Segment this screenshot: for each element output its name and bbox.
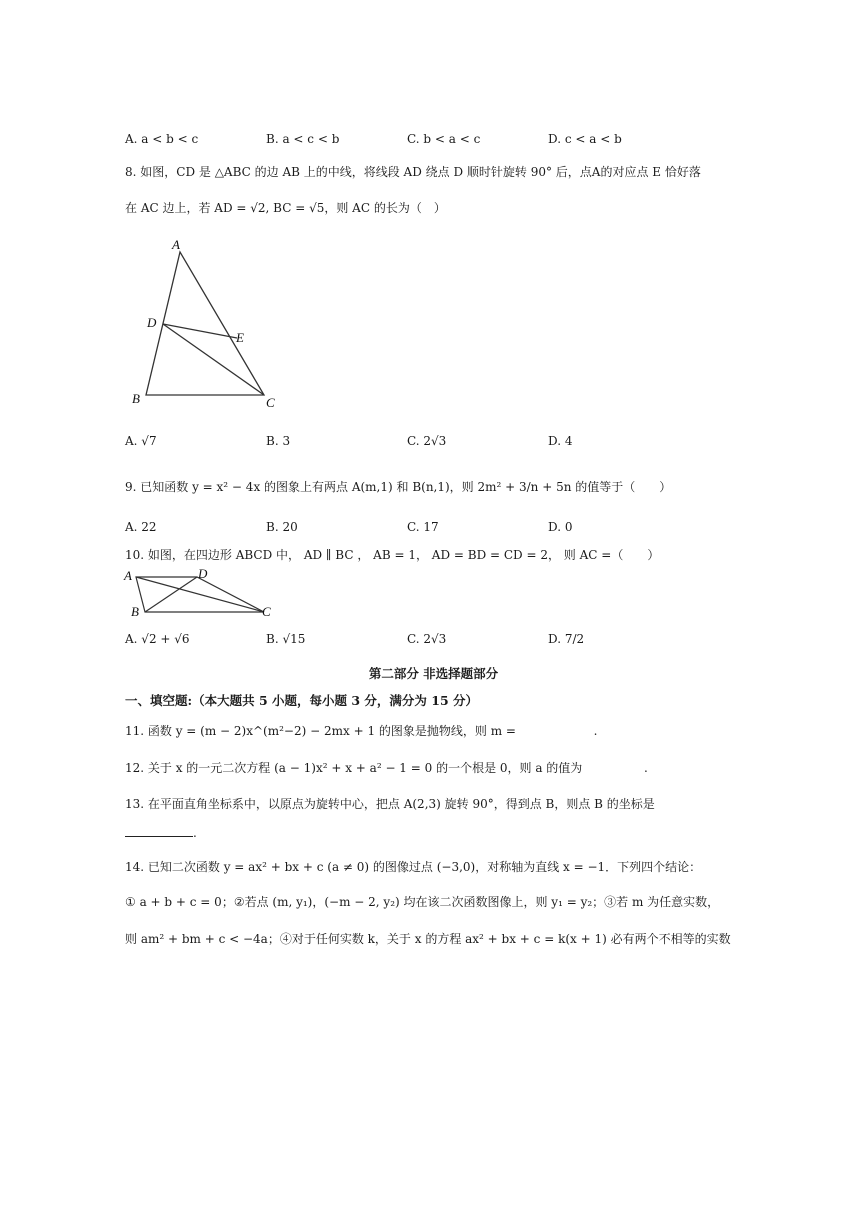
diagonal-bd [145, 577, 197, 612]
q12-stem: 12. 关于 x 的一元二次方程 (a − 1)x² + x + a² − 1 = 0 的一个根是 0，则 a 的值为 [125, 761, 583, 775]
q8-option-b[interactable]: B. 3 [266, 434, 291, 448]
q12-tail: . [643, 761, 648, 775]
q10-option-b[interactable]: B. √15 [266, 632, 306, 646]
q13-answer-line [125, 826, 197, 840]
q10-option-a[interactable]: A. √2 + √6 [125, 632, 190, 646]
q10-option-d[interactable]: D. 7/2 [548, 632, 585, 646]
q8-option-d[interactable]: D. 4 [548, 434, 573, 448]
q13-tail: . [193, 826, 197, 840]
q8-label-a: A [172, 237, 180, 252]
q8-option-c[interactable]: C. 2√3 [407, 434, 447, 448]
q11-stem: 11. 函数 y = (m − 2)x^(m²−2) − 2mx + 1 的图象是抛物线，则 m = [125, 724, 516, 738]
q8-stem-line1: 8. 如图，CD 是 △ABC 的边 AB 上的中线，将线段 AD 绕点 D 顺时针旋转 90° 后，点A的对应点 E 恰好落 [125, 165, 701, 179]
q11-line [125, 722, 597, 739]
q9-option-c[interactable]: C. 17 [407, 520, 439, 534]
q10-label-b: B [131, 604, 139, 619]
q7-option-c[interactable]: C. b < a < c [407, 132, 481, 146]
q13-stem: 13. 在平面直角坐标系中，以原点为旋转中心，把点 A(2,3) 旋转 90°，得到点 B，则点 B 的坐标是 [125, 797, 655, 811]
q10-stem: 10. 如图，在四边形 ABCD 中， AD ∥ BC ， AB = 1， AD = BD = CD = 2， 则 AC =（ ） [125, 548, 660, 562]
q8-option-a[interactable]: A. √7 [125, 434, 157, 448]
q10-option-c[interactable]: C. 2√3 [407, 632, 447, 646]
q10-label-a: A [124, 568, 132, 583]
q8-label-e: E [236, 330, 244, 345]
q11-answer-blank[interactable] [520, 725, 590, 735]
q10-label-d: D [198, 566, 208, 581]
q7-option-a[interactable]: A. a < b < c [125, 132, 199, 146]
q14-stem-line2: ① a + b + c = 0；②若点 (m, y₁)，(−m − 2, y₂) 均在该二次函数图像上，则 y₁ = y₂；③若 m 为任意实数， [125, 895, 720, 909]
q11-tail: . [593, 724, 598, 738]
fill-in-section-heading: 一、填空题:（本大题共 5 小题，每小题 3 分，满分为 15 分） [125, 693, 479, 708]
q10-options [125, 632, 745, 652]
q8-label-d: D [147, 315, 157, 330]
part2-title: 第二部分 非选择题部分 [368, 666, 499, 681]
q14-stem-line3: 则 am² + bm + c < −4a；④对于任何实数 k，关于 x 的方程 ax² + bx + c = k(x + 1) 必有两个不相等的实数 [125, 932, 731, 946]
q13-answer-blank[interactable] [125, 826, 193, 837]
q12-line [125, 759, 648, 776]
q10-label-c: C [262, 604, 271, 619]
q9-stem: 9. 已知函数 y = x² − 4x 的图象上有两点 A(m,1) 和 B(n,1)，则 2m² + 3/n + 5n 的值等于（ ） [125, 480, 672, 494]
q8-label-c: C [266, 395, 275, 410]
q9-option-a[interactable]: A. 22 [125, 520, 157, 534]
diagonal-ac [136, 577, 264, 612]
q7-option-d[interactable]: D. c < a < b [548, 132, 622, 146]
q9-option-b[interactable]: B. 20 [266, 520, 298, 534]
q8-stem-line2: 在 AC 边上，若 AD = √2, BC = √5，则 AC 的长为（ ） [125, 201, 446, 215]
q7-option-b[interactable]: B. a < c < b [266, 132, 340, 146]
q12-answer-blank[interactable] [586, 762, 640, 772]
q14-stem-line1: 14. 已知二次函数 y = ax² + bx + c (a ≠ 0) 的图像过点 (−3,0)，对称轴为直线 x = −1．下列四个结论： [125, 860, 702, 874]
q8-label-b: B [132, 391, 140, 406]
q9-option-d[interactable]: D. 0 [548, 520, 573, 534]
